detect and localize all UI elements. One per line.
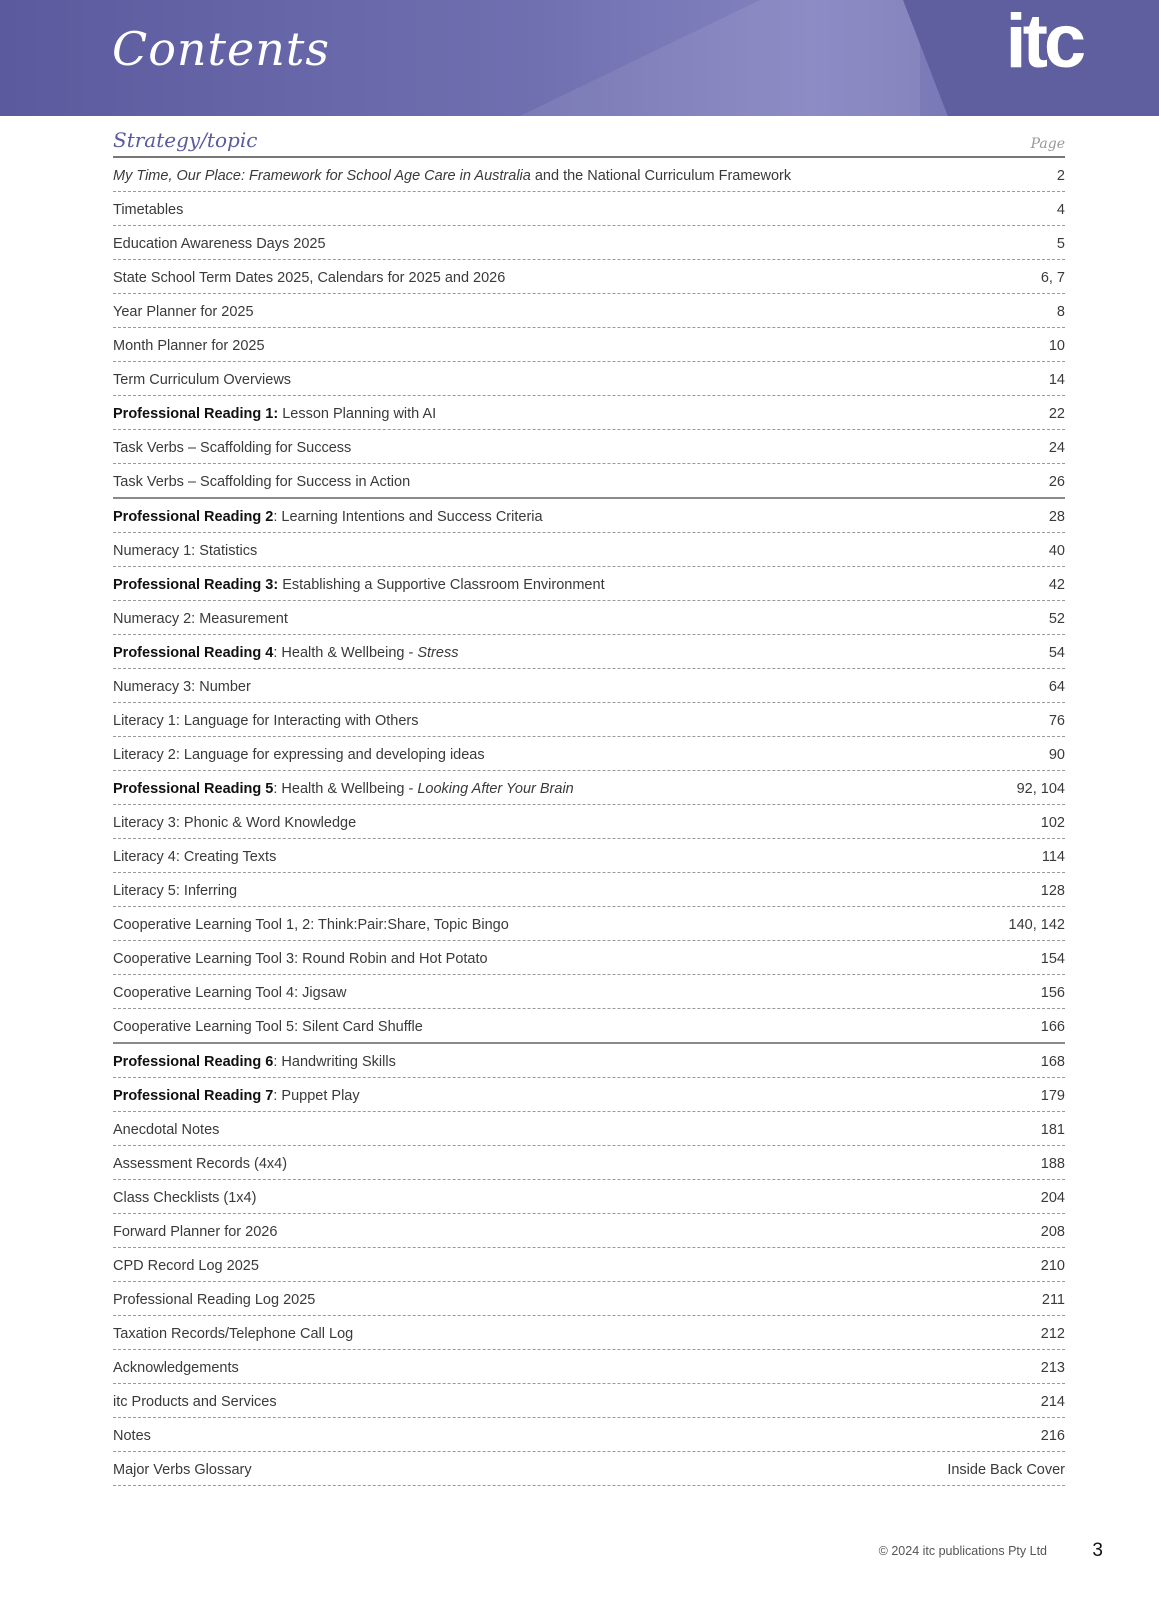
toc-entry-text: Taxation Records/Telephone Call Log xyxy=(113,1326,354,1342)
toc-entry-text: Cooperative Learning Tool 4: Jigsaw xyxy=(113,985,347,1001)
toc-entry-title xyxy=(113,781,574,797)
toc-entry-bold: Professional Reading 6 xyxy=(113,1054,274,1070)
toc-page-number: 5 xyxy=(1056,236,1065,252)
page-title: Contents xyxy=(112,22,330,76)
toc-entry-title xyxy=(113,1258,259,1274)
toc-row xyxy=(113,499,1065,533)
toc-page-number: 179 xyxy=(1040,1088,1065,1104)
toc-entry-text: Forward Planner for 2026 xyxy=(113,1224,278,1240)
toc-entry-bold: Professional Reading 5 xyxy=(113,781,274,797)
toc-entry-title xyxy=(113,1462,252,1478)
toc-row xyxy=(113,805,1065,839)
toc-entry-title xyxy=(113,338,265,354)
toc-entry-text: Term Curriculum Overviews xyxy=(113,372,292,388)
toc-row xyxy=(113,1452,1065,1486)
toc-page-number: 52 xyxy=(1048,611,1065,627)
toc-row xyxy=(113,1350,1065,1384)
toc-page-number: 140, 142 xyxy=(1008,917,1065,933)
toc-page-number: 213 xyxy=(1040,1360,1065,1376)
toc-page-number: 54 xyxy=(1048,645,1065,661)
toc-row xyxy=(113,703,1065,737)
toc-row xyxy=(113,873,1065,907)
toc-entry-text: Literacy 4: Creating Texts xyxy=(113,849,277,865)
toc-row xyxy=(113,1214,1065,1248)
toc-page-number: 92, 104 xyxy=(1016,781,1065,797)
toc-entry-text: State School Term Dates 2025, Calendars for 2025 and 2026 xyxy=(113,270,506,286)
toc-entry-italic: Stress xyxy=(417,645,459,661)
toc-page-number: 2 xyxy=(1056,168,1065,184)
toc-page-number: 154 xyxy=(1040,951,1065,967)
toc-row xyxy=(113,1180,1065,1214)
toc-row xyxy=(113,192,1065,226)
toc-entry-text: Class Checklists (1x4) xyxy=(113,1190,257,1206)
toc-page-number: 28 xyxy=(1048,509,1065,525)
toc-entry-title xyxy=(113,951,488,967)
toc-entry-bold: Professional Reading 3: xyxy=(113,577,279,593)
toc-entry-text: Literacy 1: Language for Interacting with Others xyxy=(113,713,419,729)
toc-entry-title xyxy=(113,577,605,593)
toc-row xyxy=(113,1384,1065,1418)
toc-page-number: 24 xyxy=(1048,440,1065,456)
toc-entry-text: Lesson Planning with AI xyxy=(278,406,437,422)
toc-page-number: 90 xyxy=(1048,747,1065,763)
toc-entry-title xyxy=(113,304,254,320)
toc-entry-title xyxy=(113,168,791,184)
toc-page-number: 212 xyxy=(1040,1326,1065,1342)
toc-entry-title xyxy=(113,474,410,490)
toc-entry-text: Literacy 5: Inferring xyxy=(113,883,238,899)
toc-page-number: 214 xyxy=(1040,1394,1065,1410)
toc-entry-italic: Looking After Your Brain xyxy=(417,781,574,797)
toc-entry-text: Numeracy 3: Number xyxy=(113,679,251,695)
toc-page-number: 156 xyxy=(1040,985,1065,1001)
toc-entry-text: Month Planner for 2025 xyxy=(113,338,265,354)
toc-row xyxy=(113,1418,1065,1452)
toc-row xyxy=(113,635,1065,669)
toc-page-number: 64 xyxy=(1048,679,1065,695)
toc-page-number: 42 xyxy=(1048,577,1065,593)
toc-entry-text: Literacy 3: Phonic & Word Knowledge xyxy=(113,815,357,831)
toc-entry-text: Assessment Records (4x4) xyxy=(113,1156,288,1172)
toc-page-number: 166 xyxy=(1040,1019,1065,1035)
toc-page-number: 4 xyxy=(1056,202,1065,218)
page-header xyxy=(0,0,1159,116)
toc-row xyxy=(113,975,1065,1009)
toc-entry-text: Task Verbs – Scaffolding for Success xyxy=(113,440,352,456)
toc-page-number: 188 xyxy=(1040,1156,1065,1172)
toc-entry-title xyxy=(113,1224,277,1240)
toc-page-number: 22 xyxy=(1048,406,1065,422)
toc-page-number: Inside Back Cover xyxy=(947,1462,1065,1478)
toc-row xyxy=(113,464,1065,499)
toc-entry-bold: Professional Reading 1: xyxy=(113,406,279,422)
toc-entry-title xyxy=(113,509,543,525)
toc-row xyxy=(113,907,1065,941)
toc-entry-title xyxy=(113,917,509,933)
toc-entry-title xyxy=(113,270,505,286)
toc-row xyxy=(113,1146,1065,1180)
toc-entry-text: Establishing a Supportive Classroom Environment xyxy=(278,577,605,593)
toc-row xyxy=(113,260,1065,294)
toc-page-number: 181 xyxy=(1040,1122,1065,1138)
toc-page-number: 208 xyxy=(1040,1224,1065,1240)
toc-page-number: 26 xyxy=(1048,474,1065,490)
toc-entry-text: : Learning Intentions and Success Criteria xyxy=(273,509,543,525)
toc-entry-text: CPD Record Log 2025 xyxy=(113,1258,259,1274)
toc-entry-text: Cooperative Learning Tool 5: Silent Card Shuffle xyxy=(113,1019,423,1035)
toc-row xyxy=(113,362,1065,396)
toc-row xyxy=(113,533,1065,567)
toc-page-number: 216 xyxy=(1040,1428,1065,1444)
toc-page-number: 76 xyxy=(1048,713,1065,729)
toc-entry-title xyxy=(113,1190,256,1206)
toc-row xyxy=(113,1112,1065,1146)
toc-entry-title xyxy=(113,202,183,218)
toc-row xyxy=(113,941,1065,975)
topic-column-heading: Strategy/topic xyxy=(113,128,258,152)
toc-entry-title xyxy=(113,440,351,456)
toc-row xyxy=(113,1044,1065,1078)
toc-entry-text: Literacy 2: Language for expressing and developing ideas xyxy=(113,747,485,763)
toc-entry-text: : Puppet Play xyxy=(273,1088,360,1104)
toc-row xyxy=(113,669,1065,703)
toc-page-number: 102 xyxy=(1040,815,1065,831)
toc-row xyxy=(113,328,1065,362)
toc-row xyxy=(113,226,1065,260)
toc-entry-title xyxy=(113,1088,360,1104)
toc-row xyxy=(113,294,1065,328)
toc-row xyxy=(113,158,1065,192)
toc-row xyxy=(113,601,1065,635)
toc-entry-title xyxy=(113,1054,396,1070)
toc-entry-title xyxy=(113,406,436,422)
toc-row xyxy=(113,1078,1065,1112)
toc-entry-text: Numeracy 2: Measurement xyxy=(113,611,288,627)
column-header xyxy=(113,124,1065,158)
toc-entry-text: itc Products and Services xyxy=(113,1394,277,1410)
toc-entry-text: : Handwriting Skills xyxy=(273,1054,396,1070)
toc-page-number: 114 xyxy=(1041,849,1065,865)
toc-entry-text: Numeracy 1: Statistics xyxy=(113,543,258,559)
toc-row xyxy=(113,396,1065,430)
toc-entry-text: Cooperative Learning Tool 1, 2: Think:Pair:Share, Topic Bingo xyxy=(113,917,509,933)
toc-row xyxy=(113,1282,1065,1316)
toc-entry-text: Notes xyxy=(113,1428,151,1444)
toc-entry-text: Task Verbs – Scaffolding for Success in Action xyxy=(113,474,411,490)
toc-page-number: 168 xyxy=(1040,1054,1065,1070)
toc-entry-title xyxy=(113,1156,287,1172)
toc-page-number: 6, 7 xyxy=(1040,270,1065,286)
toc-entry-title xyxy=(113,679,251,695)
toc-entry-text: Cooperative Learning Tool 3: Round Robin and Hot Potato xyxy=(113,951,488,967)
toc-entry-text: Year Planner for 2025 xyxy=(113,304,254,320)
toc-entry-text: Acknowledgements xyxy=(113,1360,239,1376)
toc-entry-text: Professional Reading Log 2025 xyxy=(113,1292,316,1308)
toc-entry-title xyxy=(113,1360,239,1376)
toc-page-number: 128 xyxy=(1040,883,1065,899)
toc-row xyxy=(113,839,1065,873)
toc-row xyxy=(113,1316,1065,1350)
toc-entry-text: Anecdotal Notes xyxy=(113,1122,220,1138)
toc-entry-title xyxy=(113,713,418,729)
toc-entry-bold: Professional Reading 7 xyxy=(113,1088,274,1104)
toc-entry-title xyxy=(113,815,356,831)
toc-entry-text: : Health & Wellbeing - xyxy=(273,781,418,797)
toc-page-number: 14 xyxy=(1048,372,1065,388)
toc-entry-title xyxy=(113,1122,219,1138)
toc-entry-title xyxy=(113,372,291,388)
toc-entry-bold: Professional Reading 4 xyxy=(113,645,274,661)
toc-page-number: 10 xyxy=(1048,338,1065,354)
toc-entry-title xyxy=(113,985,347,1001)
toc-entry-title xyxy=(113,747,485,763)
page-column-heading: Page xyxy=(1030,136,1065,152)
toc-entry-title xyxy=(113,883,237,899)
toc-row xyxy=(113,567,1065,601)
copyright-notice: © 2024 itc publications Pty Ltd xyxy=(878,1544,1047,1558)
toc-entry-title xyxy=(113,1428,151,1444)
toc-row xyxy=(113,1009,1065,1044)
toc-entry-title xyxy=(113,1326,353,1342)
toc-row xyxy=(113,737,1065,771)
toc-entry-title xyxy=(113,236,326,252)
toc-entry-title xyxy=(113,1292,315,1308)
toc-page-number: 204 xyxy=(1040,1190,1065,1206)
toc-row xyxy=(113,1248,1065,1282)
toc-page-number: 40 xyxy=(1048,543,1065,559)
toc-entry-title xyxy=(113,543,257,559)
toc-entry-text: and the National Curriculum Framework xyxy=(530,168,792,184)
toc-entry-title xyxy=(113,849,276,865)
contents-list xyxy=(113,158,1065,1486)
toc-entry-text: : Health & Wellbeing - xyxy=(273,645,418,661)
toc-entry-title xyxy=(113,645,458,661)
toc-entry-title xyxy=(113,611,288,627)
toc-entry-bold: Professional Reading 2 xyxy=(113,509,274,525)
toc-entry-title xyxy=(113,1019,423,1035)
toc-entry-italic: My Time, Our Place: Framework for School Age Care in Australia xyxy=(113,168,531,184)
toc-row xyxy=(113,771,1065,805)
logo-text: itc xyxy=(1005,0,1083,84)
header-decoration xyxy=(520,0,920,116)
itc-logo xyxy=(1005,0,1091,84)
toc-entry-text: Major Verbs Glossary xyxy=(113,1462,252,1478)
toc-page-number: 210 xyxy=(1040,1258,1065,1274)
toc-page-number: 8 xyxy=(1056,304,1065,320)
toc-row xyxy=(113,430,1065,464)
toc-entry-text: Education Awareness Days 2025 xyxy=(113,236,326,252)
toc-page-number: 211 xyxy=(1041,1292,1065,1308)
toc-entry-title xyxy=(113,1394,277,1410)
page-number: 3 xyxy=(1092,1540,1103,1561)
toc-entry-text: Timetables xyxy=(113,202,184,218)
